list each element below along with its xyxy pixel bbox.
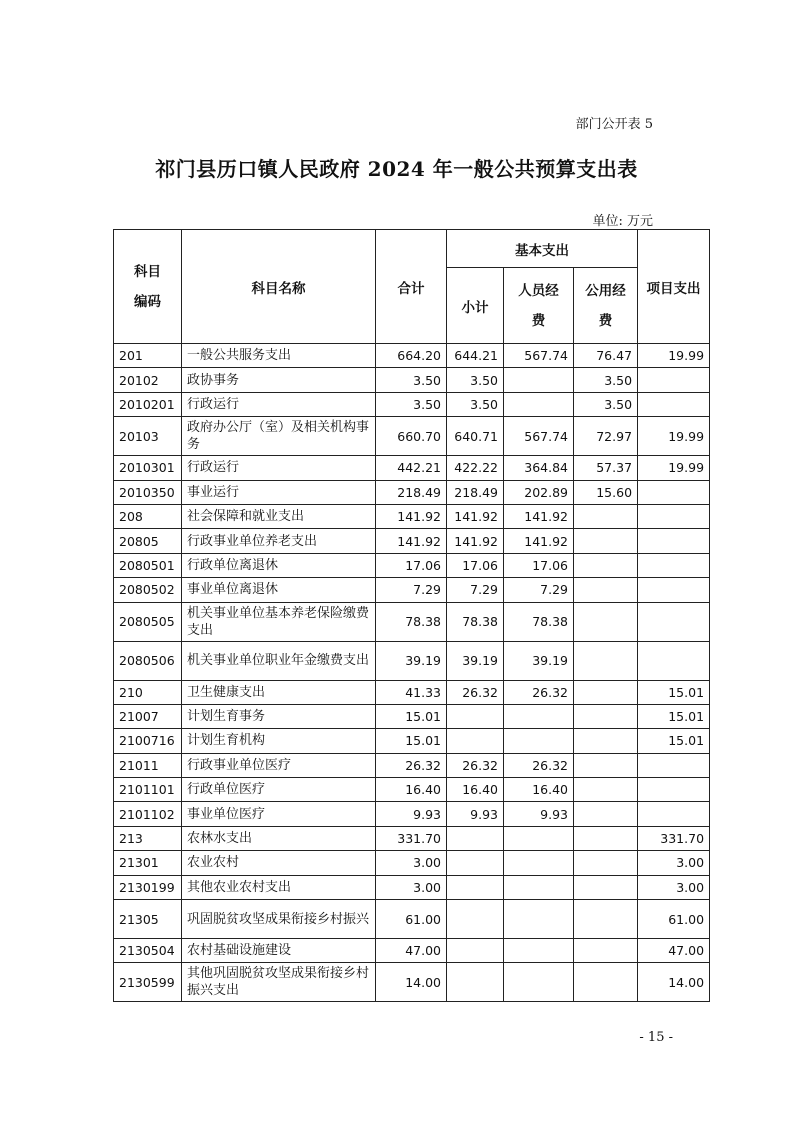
cell-personnel [504, 939, 574, 963]
table-row [114, 417, 710, 456]
cell-project: 19.99 [638, 344, 710, 368]
cell-code: 21301 [114, 851, 182, 875]
cell-name: 行政运行 [182, 392, 376, 416]
cell-total: 3.00 [376, 851, 447, 875]
cell-total: 3.00 [376, 875, 447, 899]
cell-personnel: 364.84 [504, 456, 574, 480]
table-row [114, 641, 710, 680]
cell-total: 17.06 [376, 553, 447, 577]
cell-code: 2010350 [114, 480, 182, 504]
cell-subtotal [447, 704, 504, 728]
cell-total: 15.01 [376, 729, 447, 753]
cell-project: 61.00 [638, 900, 710, 939]
cell-subtotal [447, 851, 504, 875]
cell-code: 2101101 [114, 778, 182, 802]
cell-name: 其他农业农村支出 [182, 875, 376, 899]
cell-project [638, 504, 710, 528]
cell-project: 3.00 [638, 851, 710, 875]
cell-personnel [504, 392, 574, 416]
cell-project [638, 553, 710, 577]
header-code-line1: 科目 [134, 263, 161, 280]
cell-name: 行政事业单位养老支出 [182, 529, 376, 553]
cell-public [574, 578, 638, 602]
cell-total: 218.49 [376, 480, 447, 504]
table-row [114, 456, 710, 480]
cell-name: 其他巩固脱贫攻坚成果衔接乡村振兴支出 [182, 963, 376, 1002]
cell-name: 事业单位医疗 [182, 802, 376, 826]
table-row [114, 939, 710, 963]
cell-public [574, 641, 638, 680]
cell-subtotal: 7.29 [447, 578, 504, 602]
table-row [114, 504, 710, 528]
cell-personnel: 567.74 [504, 344, 574, 368]
cell-personnel [504, 900, 574, 939]
cell-personnel [504, 368, 574, 392]
cell-subtotal: 3.50 [447, 368, 504, 392]
cell-public [574, 704, 638, 728]
table-row [114, 344, 710, 368]
cell-public [574, 553, 638, 577]
cell-code: 20102 [114, 368, 182, 392]
header-subtotal: 小计 [447, 268, 504, 344]
cell-public [574, 900, 638, 939]
budget-table [113, 229, 710, 1002]
cell-code: 20103 [114, 417, 182, 456]
cell-code: 21305 [114, 900, 182, 939]
table-row [114, 963, 710, 1002]
cell-subtotal: 141.92 [447, 529, 504, 553]
table-body [114, 344, 710, 1002]
cell-total: 7.29 [376, 578, 447, 602]
cell-name: 事业运行 [182, 480, 376, 504]
cell-subtotal: 9.93 [447, 802, 504, 826]
cell-code: 2130504 [114, 939, 182, 963]
cell-name: 计划生育事务 [182, 704, 376, 728]
cell-personnel: 567.74 [504, 417, 574, 456]
cell-personnel: 7.29 [504, 578, 574, 602]
cell-personnel: 26.32 [504, 753, 574, 777]
cell-total: 41.33 [376, 680, 447, 704]
cell-personnel [504, 851, 574, 875]
cell-public: 57.37 [574, 456, 638, 480]
header-public [574, 268, 638, 344]
cell-personnel: 26.32 [504, 680, 574, 704]
cell-subtotal: 422.22 [447, 456, 504, 480]
table-row [114, 875, 710, 899]
cell-code: 2080501 [114, 553, 182, 577]
table-row [114, 851, 710, 875]
cell-personnel: 78.38 [504, 602, 574, 641]
cell-subtotal: 39.19 [447, 641, 504, 680]
cell-project [638, 602, 710, 641]
cell-project [638, 641, 710, 680]
header-public-line1: 公用经 [585, 282, 626, 299]
cell-code: 2080506 [114, 641, 182, 680]
table-row [114, 529, 710, 553]
cell-total: 660.70 [376, 417, 447, 456]
cell-project [638, 529, 710, 553]
cell-public [574, 963, 638, 1002]
cell-personnel: 141.92 [504, 529, 574, 553]
cell-project [638, 392, 710, 416]
cell-code: 2130199 [114, 875, 182, 899]
cell-name: 事业单位离退休 [182, 578, 376, 602]
cell-total: 3.50 [376, 368, 447, 392]
cell-personnel: 202.89 [504, 480, 574, 504]
cell-code: 2080502 [114, 578, 182, 602]
table-row [114, 602, 710, 641]
table-row [114, 729, 710, 753]
cell-name: 行政单位医疗 [182, 778, 376, 802]
cell-total: 442.21 [376, 456, 447, 480]
cell-personnel: 39.19 [504, 641, 574, 680]
cell-total: 141.92 [376, 504, 447, 528]
header-public-line2: 费 [598, 312, 613, 329]
cell-public [574, 802, 638, 826]
cell-project [638, 578, 710, 602]
cell-personnel [504, 826, 574, 850]
cell-subtotal [447, 939, 504, 963]
cell-code: 208 [114, 504, 182, 528]
cell-public [574, 753, 638, 777]
cell-name: 农林水支出 [182, 826, 376, 850]
cell-name: 巩固脱贫攻坚成果衔接乡村振兴 [182, 900, 376, 939]
cell-personnel [504, 875, 574, 899]
table-row [114, 480, 710, 504]
cell-project: 47.00 [638, 939, 710, 963]
cell-code: 213 [114, 826, 182, 850]
cell-name: 一般公共服务支出 [182, 344, 376, 368]
cell-public: 3.50 [574, 392, 638, 416]
cell-public [574, 851, 638, 875]
header-total: 合计 [376, 230, 447, 344]
cell-subtotal: 640.71 [447, 417, 504, 456]
cell-personnel: 141.92 [504, 504, 574, 528]
cell-personnel: 16.40 [504, 778, 574, 802]
cell-project [638, 802, 710, 826]
table-row [114, 802, 710, 826]
cell-public [574, 602, 638, 641]
cell-code: 2100716 [114, 729, 182, 753]
cell-name: 卫生健康支出 [182, 680, 376, 704]
table-row [114, 778, 710, 802]
header-personnel [504, 268, 574, 344]
table-row [114, 368, 710, 392]
cell-total: 26.32 [376, 753, 447, 777]
cell-public [574, 504, 638, 528]
cell-code: 2010301 [114, 456, 182, 480]
cell-total: 331.70 [376, 826, 447, 850]
cell-subtotal [447, 963, 504, 1002]
table-row [114, 392, 710, 416]
cell-code: 2101102 [114, 802, 182, 826]
cell-name: 社会保障和就业支出 [182, 504, 376, 528]
cell-public [574, 529, 638, 553]
table-row [114, 704, 710, 728]
cell-public [574, 680, 638, 704]
cell-subtotal [447, 900, 504, 939]
cell-total: 14.00 [376, 963, 447, 1002]
cell-personnel [504, 704, 574, 728]
cell-name: 行政单位离退休 [182, 553, 376, 577]
page-number: - 15 - [639, 1030, 673, 1045]
table-row [114, 680, 710, 704]
cell-project: 15.01 [638, 704, 710, 728]
cell-public: 72.97 [574, 417, 638, 456]
header-personnel-line1: 人员经 [518, 282, 559, 299]
header-code [114, 230, 182, 344]
unit-label: 单位: 万元 [592, 214, 653, 229]
cell-project [638, 368, 710, 392]
cell-subtotal: 3.50 [447, 392, 504, 416]
cell-project: 331.70 [638, 826, 710, 850]
cell-total: 9.93 [376, 802, 447, 826]
cell-total: 664.20 [376, 344, 447, 368]
cell-subtotal: 218.49 [447, 480, 504, 504]
cell-subtotal: 17.06 [447, 553, 504, 577]
cell-public [574, 778, 638, 802]
cell-name: 农村基础设施建设 [182, 939, 376, 963]
cell-code: 2010201 [114, 392, 182, 416]
cell-code: 201 [114, 344, 182, 368]
header-project: 项目支出 [638, 230, 710, 344]
header-basic: 基本支出 [447, 230, 638, 268]
cell-personnel [504, 963, 574, 1002]
cell-code: 2080505 [114, 602, 182, 641]
cell-subtotal: 16.40 [447, 778, 504, 802]
cell-subtotal [447, 729, 504, 753]
cell-subtotal: 26.32 [447, 680, 504, 704]
page-title: 祁门县历口镇人民政府 2024 年一般公共预算支出表 [155, 157, 638, 181]
cell-public [574, 729, 638, 753]
cell-project [638, 778, 710, 802]
cell-total: 141.92 [376, 529, 447, 553]
table-row [114, 578, 710, 602]
cell-total: 3.50 [376, 392, 447, 416]
cell-public: 76.47 [574, 344, 638, 368]
cell-subtotal: 141.92 [447, 504, 504, 528]
cell-code: 2130599 [114, 963, 182, 1002]
cell-public: 3.50 [574, 368, 638, 392]
cell-total: 61.00 [376, 900, 447, 939]
cell-project: 19.99 [638, 456, 710, 480]
document-tag: 部门公开表 5 [575, 117, 653, 132]
table-row [114, 553, 710, 577]
table-row [114, 753, 710, 777]
cell-code: 21011 [114, 753, 182, 777]
cell-project: 3.00 [638, 875, 710, 899]
cell-public [574, 826, 638, 850]
cell-project [638, 753, 710, 777]
cell-project [638, 480, 710, 504]
cell-project: 19.99 [638, 417, 710, 456]
cell-project: 15.01 [638, 729, 710, 753]
table-row [114, 900, 710, 939]
cell-name: 政协事务 [182, 368, 376, 392]
cell-total: 39.19 [376, 641, 447, 680]
cell-subtotal: 78.38 [447, 602, 504, 641]
cell-total: 15.01 [376, 704, 447, 728]
cell-project: 14.00 [638, 963, 710, 1002]
cell-public: 15.60 [574, 480, 638, 504]
cell-public [574, 875, 638, 899]
cell-total: 78.38 [376, 602, 447, 641]
table-row [114, 826, 710, 850]
cell-subtotal [447, 826, 504, 850]
cell-name: 行政事业单位医疗 [182, 753, 376, 777]
cell-subtotal: 644.21 [447, 344, 504, 368]
cell-code: 21007 [114, 704, 182, 728]
cell-personnel: 17.06 [504, 553, 574, 577]
cell-subtotal [447, 875, 504, 899]
cell-subtotal: 26.32 [447, 753, 504, 777]
cell-name: 计划生育机构 [182, 729, 376, 753]
cell-name: 农业农村 [182, 851, 376, 875]
cell-name: 行政运行 [182, 456, 376, 480]
header-personnel-line2: 费 [531, 312, 546, 329]
cell-total: 16.40 [376, 778, 447, 802]
cell-code: 210 [114, 680, 182, 704]
cell-personnel [504, 729, 574, 753]
cell-name: 机关事业单位基本养老保险缴费支出 [182, 602, 376, 641]
cell-code: 20805 [114, 529, 182, 553]
cell-project: 15.01 [638, 680, 710, 704]
header-code-line2: 编码 [134, 293, 161, 310]
cell-total: 47.00 [376, 939, 447, 963]
cell-name: 政府办公厅（室）及相关机构事务 [182, 417, 376, 456]
cell-name: 机关事业单位职业年金缴费支出 [182, 641, 376, 680]
header-name: 科目名称 [182, 230, 376, 344]
cell-personnel: 9.93 [504, 802, 574, 826]
cell-public [574, 939, 638, 963]
